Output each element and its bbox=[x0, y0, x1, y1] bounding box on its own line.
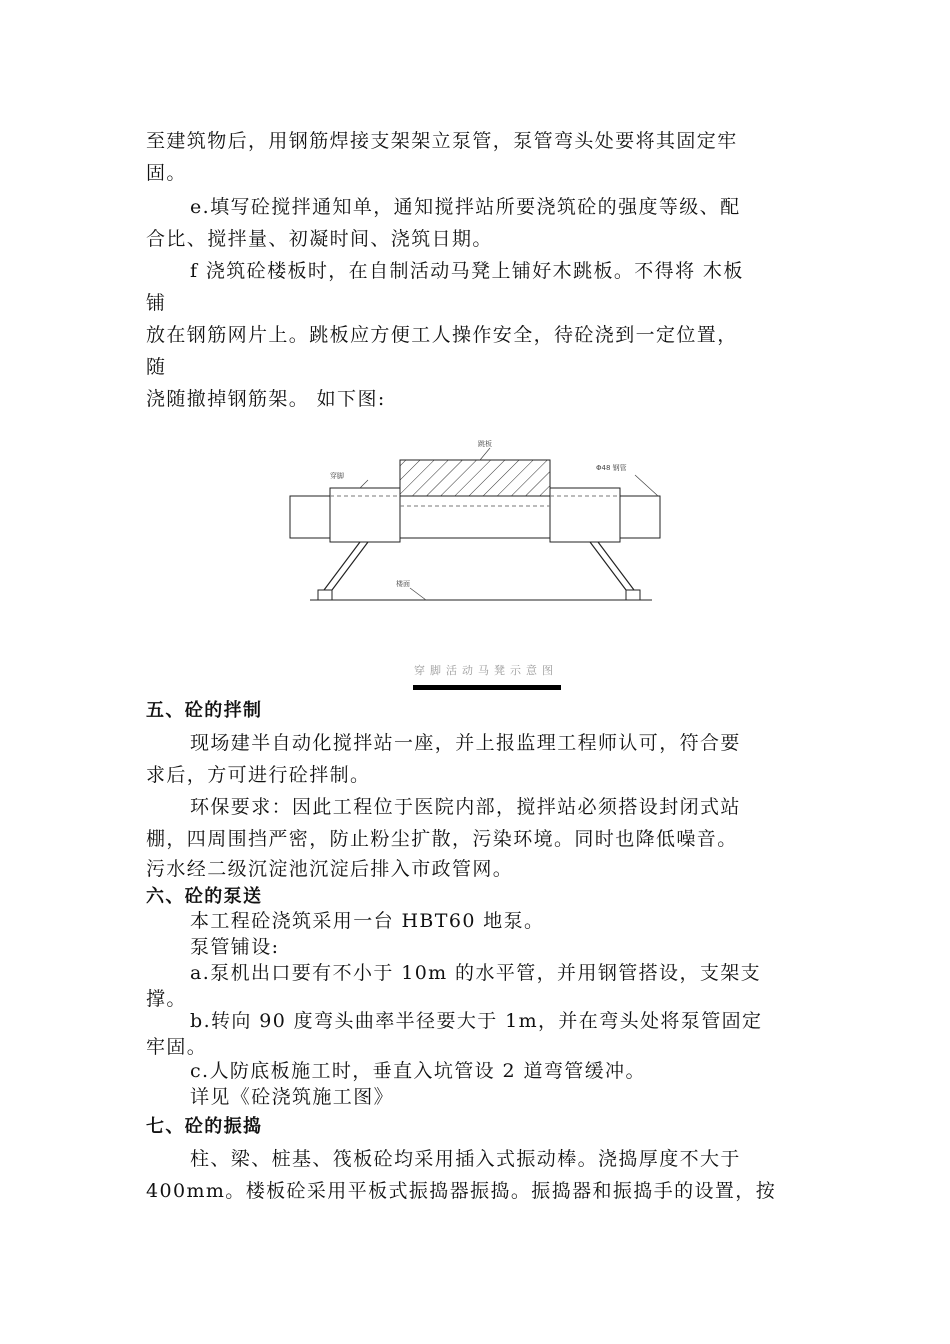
section-heading: 七、砼的振捣 bbox=[146, 1116, 263, 1137]
paragraph-line: 求后，方可进行砼拌制。 bbox=[146, 764, 371, 786]
paragraph-line: 放在钢筋网片上。跳板应方便工人操作安全，待砼浇到一定位置， bbox=[146, 324, 738, 346]
paragraph-line: 本工程砼浇筑采用一台 HBT60 地泵。 bbox=[190, 910, 545, 932]
label-plank: 跳板 bbox=[478, 440, 492, 448]
paragraph-line: 现场建半自动化搅拌站一座，并上报监理工程师认可，符合要 bbox=[190, 732, 741, 754]
paragraph-line: b.转向 90 度弯头曲率半径要大于 1m，并在弯头处将泵管固定 bbox=[190, 1010, 763, 1032]
paragraph-line: 污水经二级沉淀池沉淀后排入市政管网。 bbox=[146, 858, 514, 880]
section-heading: 六、砼的泵送 bbox=[146, 886, 263, 907]
middle-pipe-shape bbox=[400, 496, 550, 538]
paragraph-line: 铺 bbox=[146, 292, 167, 314]
plank-shape bbox=[400, 460, 550, 496]
right-foot bbox=[626, 590, 640, 600]
left-leg bbox=[324, 542, 360, 590]
diagram-caption: 穿脚活动马凳示意图 bbox=[414, 664, 558, 677]
stool-diagram bbox=[280, 430, 700, 610]
label-left: 穿脚 bbox=[330, 472, 344, 480]
paragraph-line: 环保要求：因此工程位于医院内部，搅拌站必须搭设封闭式站 bbox=[190, 796, 741, 818]
paragraph-line: c.人防底板施工时，垂直入坑管设 2 道弯管缓冲。 bbox=[190, 1060, 646, 1082]
paragraph-line: 牢固。 bbox=[146, 1036, 208, 1058]
paragraph-line: 泵管铺设: bbox=[190, 936, 280, 958]
paragraph-line: 详见《砼浇筑施工图》 bbox=[190, 1086, 395, 1108]
label-right: Φ48 钢管 bbox=[596, 464, 627, 472]
paragraph-line: 柱、梁、桩基、筏板砼均采用插入式振动棒。浇捣厚度不大于 bbox=[190, 1148, 741, 1170]
paragraph-line: 撑。 bbox=[146, 988, 187, 1010]
caption-underline bbox=[413, 685, 561, 690]
paragraph-line: 固。 bbox=[146, 162, 187, 184]
paragraph-line: 合比、搅拌量、初凝时间、浇筑日期。 bbox=[146, 228, 493, 250]
paragraph-line: 400mm。楼板砼采用平板式振捣器振捣。振捣器和振捣手的设置，按 bbox=[146, 1180, 777, 1202]
left-pipe-end bbox=[290, 496, 330, 538]
right-pipe-end bbox=[620, 496, 660, 538]
paragraph-line: 随 bbox=[146, 356, 167, 378]
paragraph-line: e.填写砼搅拌通知单，通知搅拌站所要浇筑砼的强度等级、配 bbox=[190, 196, 741, 218]
section-heading: 五、砼的拌制 bbox=[146, 700, 263, 721]
right-leg bbox=[590, 542, 626, 590]
paragraph-line: 棚，四周围挡严密，防止粉尘扩散，污染环境。同时也降低噪音。 bbox=[146, 828, 738, 850]
label-floor: 楼面 bbox=[396, 580, 410, 588]
paragraph-line: f 浇筑砼楼板时，在自制活动马凳上铺好木跳板。不得将 木板 bbox=[190, 260, 744, 282]
paragraph-line: 浇随撤掉钢筋架。 如下图: bbox=[146, 388, 386, 410]
left-foot bbox=[318, 590, 332, 600]
paragraph-line: 至建筑物后，用钢筋焊接支架架立泵管，泵管弯头处要将其固定牢 bbox=[146, 130, 738, 152]
paragraph-line: a.泵机出口要有不小于 10m 的水平管，并用钢管搭设，支架支 bbox=[190, 962, 762, 984]
